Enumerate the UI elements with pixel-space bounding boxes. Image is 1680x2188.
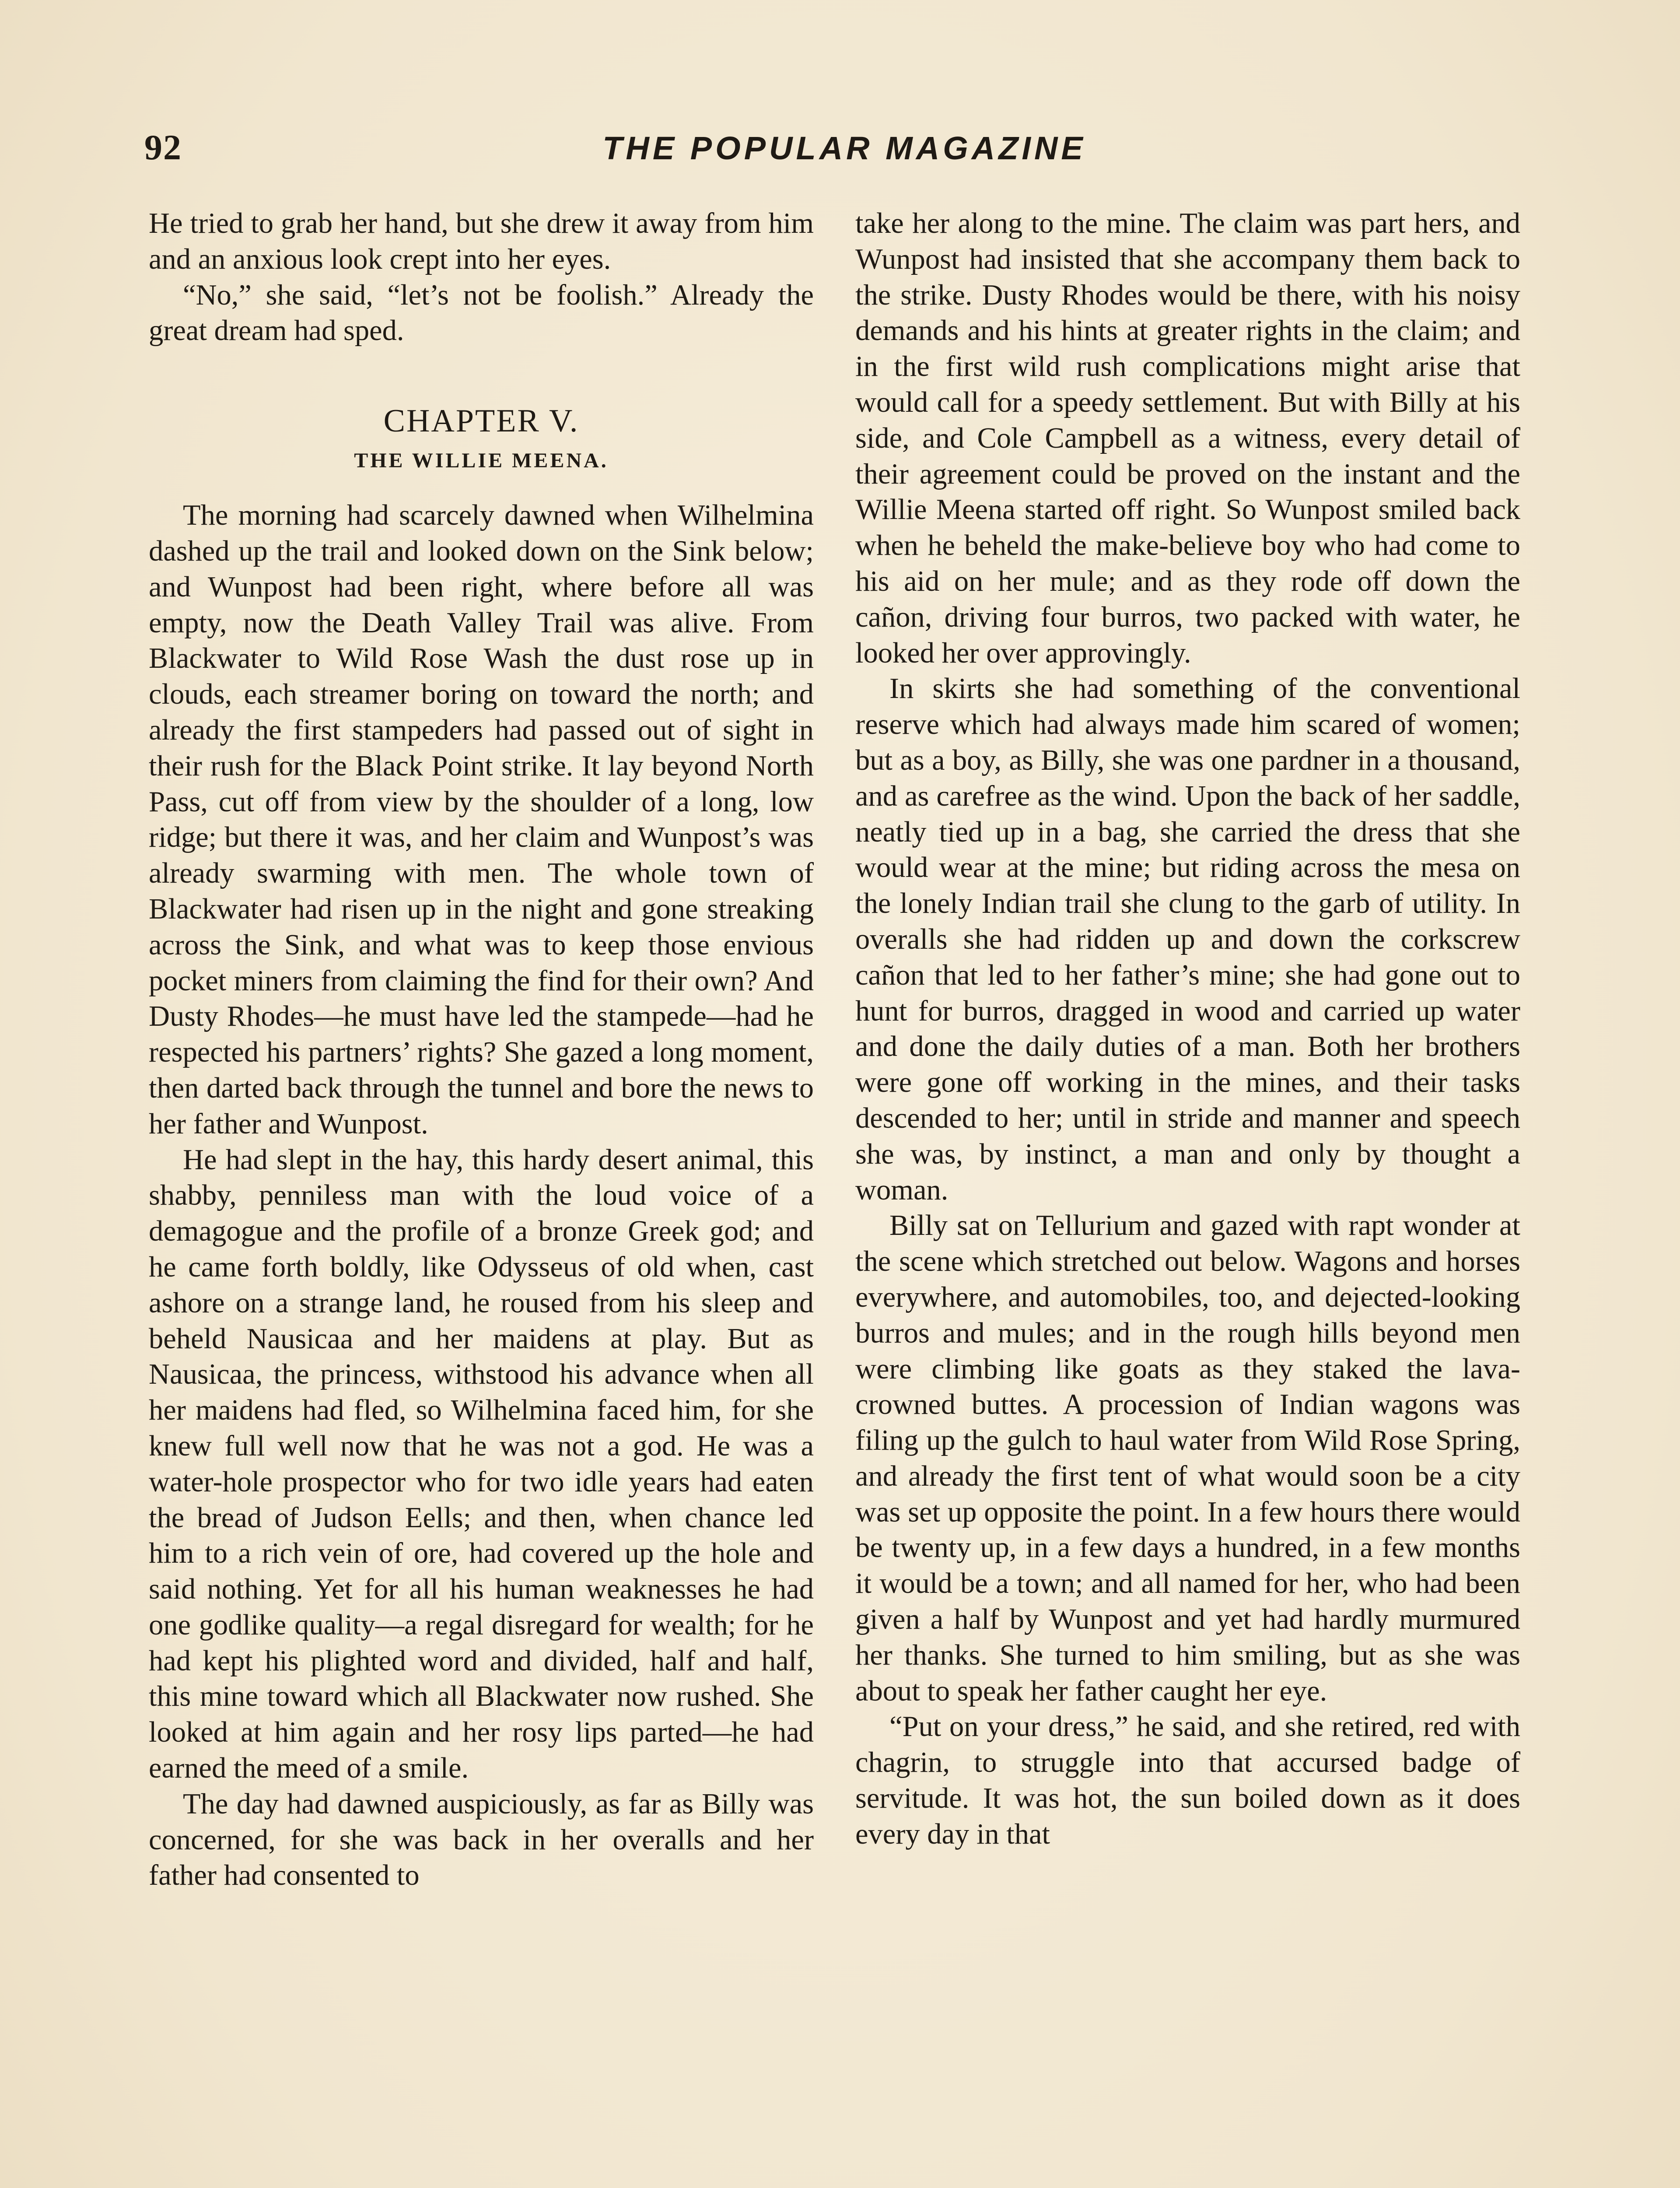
paragraph: He had slept in the hay, this hardy desert animal, this shabby, penniless man with the loud voice of a demagogue and the profile of a bronze Greek god; and he came forth boldly, like Odysseus of old when, cast ashore on a strange land, he roused from his sleep and beheld Nausicaa and her maidens at play. But as Nausicaa, the princess, withstood his advance when all her maidens had fled, so Wilhelmina faced him, for she knew full well now that he was not a god. He was a water-hole prospector who for two idle years had eaten the bread of Judson Eells; and then, when chance led him to a rich vein of ore, had covered up the hole and said nothing. Yet for all his human weaknesses he had one godlike quality—a regal disregard for wealth; for he had kept his plighted word and divided, half and half, this mine toward which all Blackwater now rushed. She looked at him again and her rosy lips parted—he had earned the meed of a smile. [149,1143,814,1785]
paragraph: take her along to the mine. The claim was part hers, and Wunpost had insisted that she accompany them back to the strike. Dusty Rhodes would be there, with his noisy demands and his hints at greater rights in the claim; and in the first wild rush complications might arise that would call for a speedy settlement. But with Billy at his side, and Cole Campbell as a witness, every detail of their agreement could be proved on the instant and the Willie Meena started off right. So Wunpost smiled back when he beheld the make-believe boy who had come to his aid on her mule; and as they rode off down the cañon, driving four burros, two packed with water, he looked her over approvingly. [855,207,1520,669]
left-column [149,206,814,1893]
chapter-subheading: THE WILLIE MEENA. [354,449,609,473]
chapter-heading: CHAPTER V. [383,403,579,439]
paragraph: He tried to grab her hand, but she drew it away from him and an anxious look crept into her eyes. [149,207,814,275]
paragraph: The day had dawned auspiciously, as far as Billy was concerned, for she was back in her overalls and her father had consented to [149,1788,814,1892]
paragraph: Billy sat on Tellurium and gazed with rapt wonder at the scene which stretched out below. Wagons and horses everywhere, and automobiles, too, and dejected-looking burros and mules; and in the rough hills beyond men were climbing like goats as they staked the lava-crowned buttes. A procession of Indian wagons was filing up the gulch to haul water from Wild Rose Spring, and already the first tent of what would soon be a city was set up opposite the point. In a few hours there would be twenty up, in a few days a hundred, in a few months it would be a town; and all named for her, who had been given a half by Wunpost and yet had hardly murmured her thanks. She turned to him smiling, but as she was about to speak her father caught her eye. [855,1210,1520,1707]
paragraph: In skirts she had something of the conventional reserve which had always made him scared of women; but as a boy, as Billy, she was one pardner in a thousand, and as carefree as the wind. Upon the back of her saddle, neatly tied up in a bag, she carried the dress that she would wear at the mine; but riding across the mesa on the lonely Indian trail she clung to the garb of utility. In overalls she had ridden up and down the corkscrew cañon that led to her father’s mine; she had gone out to hunt for burros, dragged in wood and carried up water and done the daily duties of a man. Both her brothers were gone off working in the mines, and their tasks descended to her; until in stride and manner and speech she was, by instinct, a man and only by thought a woman. [855,673,1520,1206]
running-title: THE POPULAR MAGAZINE [602,130,1086,166]
right-column [855,206,1520,1852]
paragraph: “No,” she said, “let’s not be foolish.” Already the great dream had sped. [149,279,814,347]
paragraph: “Put on your dress,” he said, and she retired, red with chagrin, to struggle into that accursed badge of servitude. It was hot, the sun boiled down as it does every day in that [855,1711,1520,1850]
page-header [144,127,1544,175]
page-number: 92 [144,127,182,167]
paragraph: The morning had scarcely dawned when Wilhelmina dashed up the trail and looked down on the Sink below; and Wunpost had been right, where before all was empty, now the Death Valley Trail was alive. From Blackwater to Wild Rose Wash the dust rose up in clouds, each streamer boring on toward the north; and already the first stampeders had passed out of sight in their rush for the Black Point strike. It lay beyond North Pass, cut off from view by the shoulder of a long, low ridge; but there it was, and her claim and Wunpost’s was already swarming with men. The whole town of Blackwater had risen up in the night and gone streaking across the Sink, and what was to keep those envious pocket miners from claiming the find for their own? And Dusty Rhodes—he must have led the stampede—had he respected his partners’ rights? She gazed a long moment, then darted back through the tunnel and bore the news to her father and Wunpost. [149,499,814,1140]
